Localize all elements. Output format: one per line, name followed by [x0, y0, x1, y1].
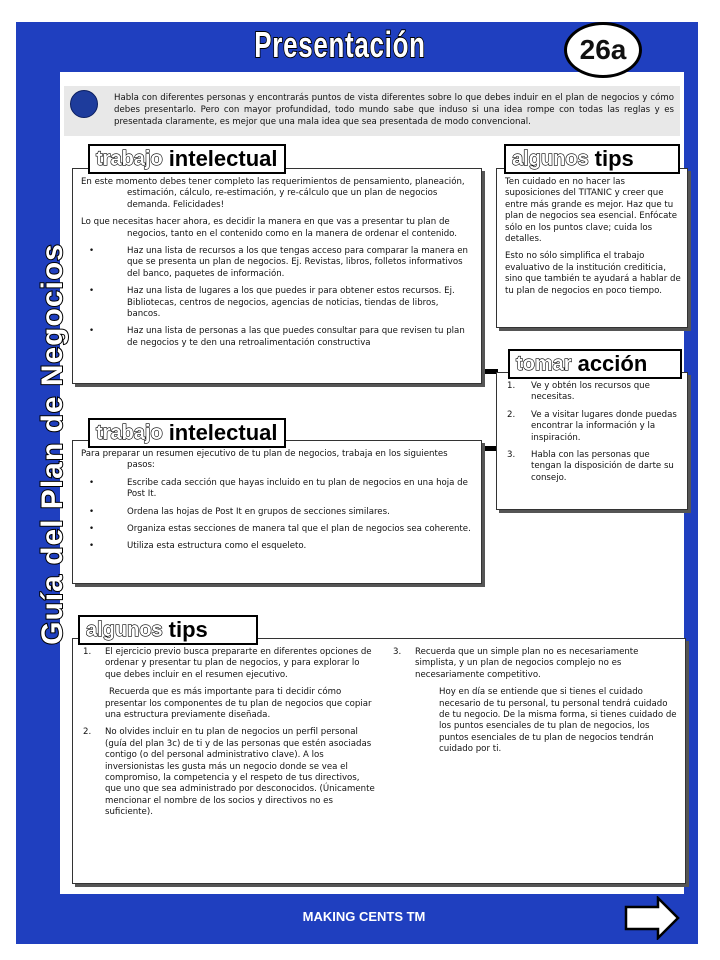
page-number-badge: 26a [564, 22, 642, 78]
tips2-item-2-text: No olvides incluir en tu plan de negocios un perfil personal (guía del plan 3c) de ti y de las personas que estén asociadas contigo (o del personal administrativo clave). A los inversionistas les gusta más un negocio donde se vea el compromiso, la competencia y el respeto de tus directivos, que uno que sea administrado por desconocidos. (Únicamente mencionar el nombre de los socios y directivos no es suficiente). [105, 727, 375, 818]
accion-item-2-text: Ve a visitar lugares donde puedas encontrar la información y la inspiración. [531, 409, 677, 443]
box2-bullet-3: • Organiza estas secciones de manera tal que el plan de negocios sea coherente. [81, 524, 473, 535]
page-title: Presentación [254, 24, 426, 65]
tag-word-trabajo-2: trabajo [96, 421, 163, 444]
box2-bullet-4: • Utiliza esta estructura como el esqueleto. [81, 541, 473, 552]
tag-word-algunos: algunos [512, 147, 589, 170]
accion-item-3-number: 3. [507, 450, 516, 461]
algunos-tips-tag-2 [78, 615, 258, 645]
box2-bullet-1: • Escribe cada sección que hayas incluido en tu plan de negocios en una hoja de Post It. [81, 478, 473, 501]
intro-box [64, 86, 680, 136]
tag-word-tips: tips [594, 146, 634, 171]
trabajo-intelectual-tag-2 [88, 418, 286, 448]
trabajo-intelectual-tag-1 [88, 144, 286, 174]
tips1-paragraph-1: Ten cuidado en no hacer las suposiciones del TITANIC y creer que entre más grande es mejor. Haz que tu plan de negocios sea esencial. Enfócate sólo en los puntos clave; cuida los detalles. [505, 177, 678, 245]
box2-paragraph-1: Para preparar un resumen ejecutivo de tu plan de negocios, trabaja en los siguientes pasos: [81, 449, 448, 471]
tips2-item-2-number: 2. [83, 727, 92, 738]
tomar-accion-box [496, 372, 688, 510]
accion-item-1-number: 1. [507, 381, 516, 391]
tag-word-trabajo: trabajo [96, 147, 163, 170]
accion-item-3-text: Habla con las personas que tengan la disposición de darte su consejo. [531, 450, 674, 483]
tag-word-intelectual: intelectual [168, 146, 278, 171]
box2-bullet-2: • Ordena las hojas de Post It en grupos de secciones similares. [81, 507, 473, 518]
box1-bullet-1: • Haz una lista de recursos a los que tengas acceso para comparar la manera en que se presenta un plan de negocios. Ej. Revistas, libros, folletos informativos del banco, paquetes de información. [81, 246, 473, 280]
algunos-tips-box-1 [496, 168, 688, 328]
tips2-item-1-paragraph-2: Recuerda que es más importante para ti decidir cómo presentar los componentes de tu plan de negocios que copiar una estructura previamente diseñada. [105, 687, 372, 721]
tips2-item-3 [393, 647, 677, 681]
trabajo-intelectual-box-2 [72, 440, 482, 584]
accion-item-1 [507, 381, 679, 404]
tag-word-accion: acción [577, 351, 648, 376]
tag-word-tips-2: tips [168, 617, 208, 642]
footer-brand: MAKING CENTS TM [302, 909, 426, 924]
tips2-item-3-text: Recuerda que un simple plan no es necesariamente simplista, y un plan de negocios complejo no es necesariamente competitivo. [415, 647, 639, 680]
tips2-item-2 [83, 727, 375, 818]
box1-bullet-2: • Haz una lista de lugares a los que puedes ir para obtener estos recursos. Ej. Bibliotecas, centros de negocios, agencias de noticias, tiendas de libros, bancos. [81, 286, 473, 320]
box1-paragraph-1: En este momento debes tener completo las requerimientos de pensamiento, planeación, estimación, cálculo, re-estimación, y re-cálculo que un plan de negocios demanda. Felicidades! [81, 177, 465, 210]
intro-text: Habla con diferentes personas y encontrarás puntos de vista diferentes sobre lo que debes induir en el plan de negocios y cómo debes presentarlo. Pero con mayor profundidad, todo mundo sabe que induso si una idea rompe con todas las reglas y es presentada claramente, es mejor que una mala idea que sea presentada de modo convencional. [114, 93, 674, 127]
accion-item-2-number: 2. [507, 409, 516, 420]
tips2-item-1-number: 1. [83, 647, 92, 657]
accion-item-2 [507, 410, 679, 444]
tips2-item-1 [83, 647, 375, 681]
tomar-accion-tag [508, 349, 682, 379]
intro-circle-icon [70, 90, 98, 118]
tag-word-algunos-2: algunos [86, 618, 163, 641]
accion-item-1-text: Ve y obtén los recursos que necesitas. [531, 381, 650, 403]
algunos-tips-box-2 [72, 638, 686, 884]
tips2-item-1-text: El ejercicio previo busca prepararte en diferentes opciones de ordenar y presentar tu plan de negocios, y para explorar lo que debes incluir en el resumen ejecutivo. [105, 647, 372, 680]
tag-word-intelectual-2: intelectual [168, 420, 278, 445]
box1-bullet-3: • Haz una lista de personas a las que puedes consultar para que revisen tu plan de negocios y te den una retroalimentación constructiva [81, 326, 473, 349]
vertical-guide-title: Guía del Plan de Negocios [36, 243, 69, 645]
tips1-paragraph-2: Esto no sólo simplifica el trabajo evaluativo de la institución crediticia, sino que también te ayudará a hablar de tu plan de negocios en poco tiempo. [505, 251, 681, 296]
trabajo-intelectual-box-1 [72, 168, 482, 384]
algunos-tips-tag-1 [504, 144, 680, 174]
tag-word-tomar: tomar [516, 352, 572, 375]
box1-paragraph-2: Lo que necesitas hacer ahora, es decidir la manera en que vas a presentar tu plan de negocios, tanto en el contenido como en la manera de ordenar el contenido. [81, 217, 457, 239]
tips2-item-3-number: 3. [393, 647, 402, 657]
next-page-arrow-icon[interactable] [624, 896, 680, 940]
tips2-item-3-paragraph-2: Hoy en día se entiende que si tienes el cuidado necesario de tu personal, tu personal tendrá cuidado de tu negocio. De la misma forma, si tienes cuidado de los puntos esenciales de tu plan de negocios, los puntos esenciales de tu plan de negocios tendrán cuidado por ti. [439, 687, 677, 755]
accion-item-3 [507, 450, 679, 484]
